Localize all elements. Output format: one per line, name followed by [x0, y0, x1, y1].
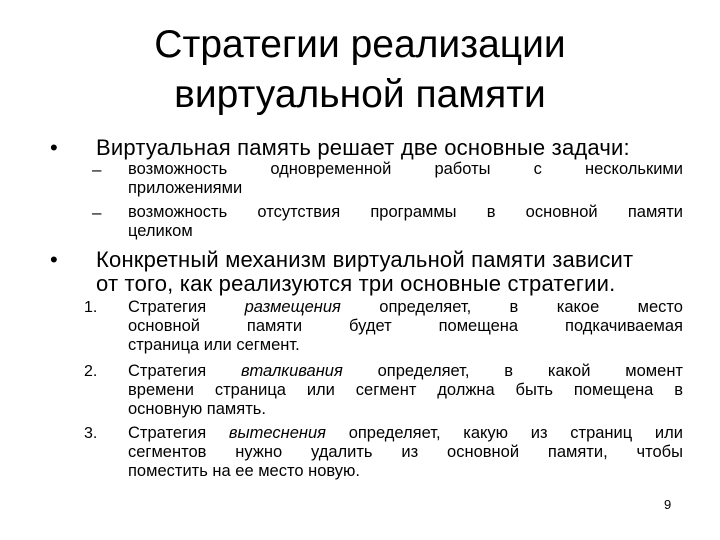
list-number: 3.: [84, 425, 98, 442]
slide-title-line-1: Стратегии реализации: [154, 23, 566, 66]
sub-item-line: возможность одновременной работы с несколькими: [128, 160, 683, 178]
bullet-text: Виртуальная память решает две основные задачи:: [96, 135, 630, 160]
slide-title-line-2: виртуальной памяти: [174, 73, 546, 116]
list-item: [128, 362, 683, 419]
list-item-line: поместить на ее место новую.: [128, 462, 361, 480]
bullet-text: [96, 248, 690, 296]
bullet-marker: •: [50, 135, 58, 160]
slide-title: [0, 20, 720, 120]
bullet-text-line: от того, как реализуются три основные стратегии.: [96, 271, 616, 296]
sub-item: [128, 203, 683, 241]
sub-item-line: возможность отсутствия программы в основной памяти: [128, 203, 683, 221]
dash-marker: –: [92, 203, 102, 222]
strategy-term: вытеснения: [228, 424, 326, 442]
strategy-term: вталкивания: [241, 362, 343, 380]
strategy-term: размещения: [244, 298, 341, 316]
list-item: [128, 298, 683, 355]
sub-item: [128, 160, 683, 198]
bullet-marker: •: [50, 247, 58, 272]
list-item-line: Стратегия вталкивания определяет, в какой момент: [128, 362, 683, 380]
page-number: 9: [664, 497, 672, 512]
sub-item-line: целиком: [128, 222, 193, 240]
list-item-line: страница или сегмент.: [128, 336, 300, 354]
list-item-line: времени страница или сегмент должна быть помещена в: [128, 381, 683, 399]
list-item-line: основной памяти будет помещена подкачиваемая: [128, 317, 683, 335]
list-item: [128, 424, 683, 481]
sub-item-line: приложениями: [128, 179, 243, 197]
list-item-line: сегментов нужно удалить из основной памяти, чтобы: [128, 443, 683, 461]
list-item-line: Стратегия размещения определяет, в какое место: [128, 298, 683, 316]
bullet-text-line: Конкретный механизм виртуальной памяти зависит: [96, 247, 634, 272]
list-item-line: Стратегия вытеснения определяет, какую из страниц или: [128, 424, 683, 442]
list-number: 2.: [84, 363, 98, 380]
dash-marker: –: [92, 160, 102, 179]
list-item-line: основную память.: [128, 400, 266, 418]
list-number: 1.: [84, 299, 98, 316]
